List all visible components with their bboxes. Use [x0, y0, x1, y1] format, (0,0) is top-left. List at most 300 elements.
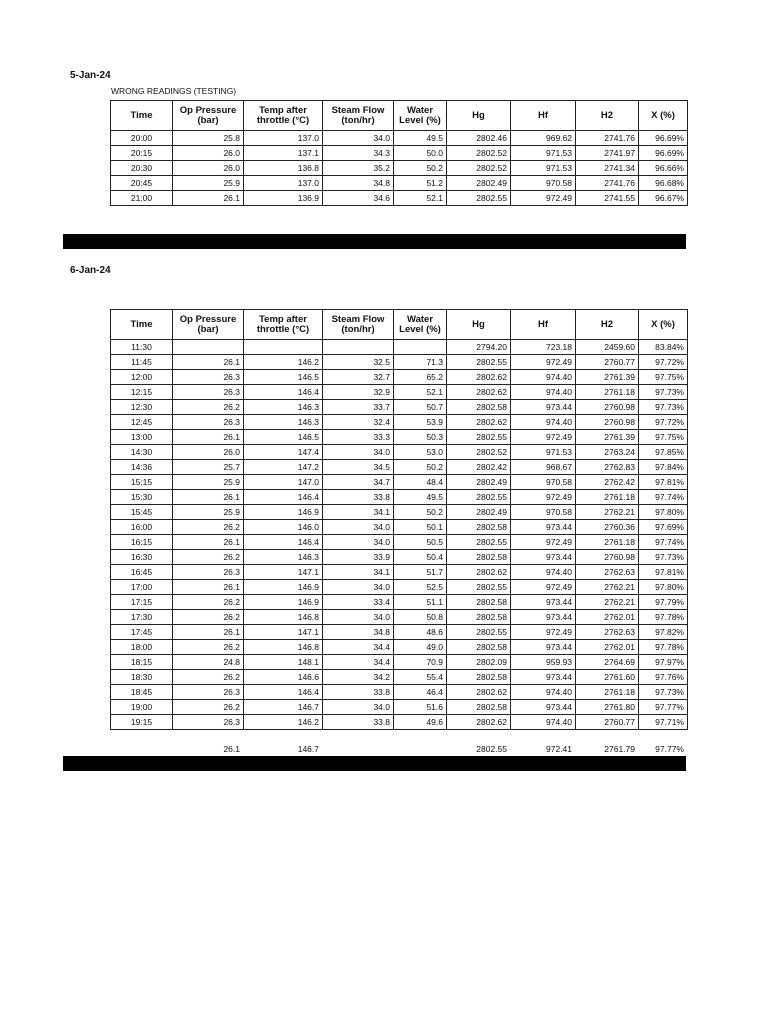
- table-row: [111, 176, 688, 191]
- table-row: [111, 610, 688, 625]
- table-cell: 96.69%: [639, 131, 688, 146]
- table-row: [111, 535, 688, 550]
- table-cell: 973.44: [511, 700, 576, 715]
- table-row: [111, 161, 688, 176]
- table-cell: 2802.42: [447, 460, 511, 475]
- table-cell: 146.8: [244, 640, 323, 655]
- table-cell: 2760.77: [576, 355, 639, 370]
- table-cell: 2802.09: [447, 655, 511, 670]
- table-cell: 52.5: [394, 580, 447, 595]
- table-cell: 12:30: [111, 400, 173, 415]
- table-cell: 26.1: [173, 580, 244, 595]
- table-cell: 2761.80: [576, 700, 639, 715]
- table-cell: 15:45: [111, 505, 173, 520]
- table-cell: 2802.52: [447, 161, 511, 176]
- table-cell: 959.93: [511, 655, 576, 670]
- table-cell: 146.4: [244, 535, 323, 550]
- table-cell: 146.5: [244, 370, 323, 385]
- table-cell: 973.44: [511, 550, 576, 565]
- table-cell: 20:15: [111, 146, 173, 161]
- table-cell: 97.79%: [639, 595, 688, 610]
- table-cell: 973.44: [511, 400, 576, 415]
- table-cell: 970.58: [511, 176, 576, 191]
- column-header: Hf: [511, 310, 576, 340]
- table-cell: 34.0: [323, 535, 394, 550]
- table-cell: 32.9: [323, 385, 394, 400]
- table-cell: 26.0: [173, 146, 244, 161]
- column-header: Time: [111, 101, 173, 131]
- table-cell: 97.75%: [639, 370, 688, 385]
- table-cell: 51.7: [394, 565, 447, 580]
- table-row: [111, 520, 688, 535]
- table-cell: 2762.83: [576, 460, 639, 475]
- table-cell: 2761.18: [576, 685, 639, 700]
- table-cell: 34.0: [323, 445, 394, 460]
- table-cell: 2761.60: [576, 670, 639, 685]
- table-cell: 16:45: [111, 565, 173, 580]
- table-cell: 26.3: [173, 370, 244, 385]
- table-cell: 972.49: [511, 430, 576, 445]
- table-row: [111, 460, 688, 475]
- readings-table-5-jan: [110, 100, 688, 206]
- table-cell: 146.5: [244, 430, 323, 445]
- table-cell: 26.2: [173, 550, 244, 565]
- table-cell: 26.1: [173, 355, 244, 370]
- table-cell: 33.8: [323, 715, 394, 730]
- table-cell: 11:45: [111, 355, 173, 370]
- table-cell: 973.44: [511, 595, 576, 610]
- table-row: [111, 550, 688, 565]
- table-cell: 26.2: [173, 520, 244, 535]
- table-cell: 26.2: [173, 610, 244, 625]
- table-cell: 55.4: [394, 670, 447, 685]
- table-cell: 32.5: [323, 355, 394, 370]
- table-cell: 20:45: [111, 176, 173, 191]
- table-cell: 2802.62: [447, 370, 511, 385]
- column-header: Temp after throttle (°C): [244, 101, 323, 131]
- table-row: [111, 715, 688, 730]
- table-cell: 146.2: [244, 715, 323, 730]
- table-cell: 26.2: [173, 670, 244, 685]
- table-cell: 34.4: [323, 655, 394, 670]
- table-cell: 15:30: [111, 490, 173, 505]
- table-cell: 19:00: [111, 700, 173, 715]
- table-cell: 49.5: [394, 131, 447, 146]
- table-cell: 50.2: [394, 161, 447, 176]
- table-cell: 16:30: [111, 550, 173, 565]
- table-cell: 18:00: [111, 640, 173, 655]
- average-cell: 146.7: [297, 744, 319, 754]
- table-cell: 2762.21: [576, 580, 639, 595]
- table-cell: 97.71%: [639, 715, 688, 730]
- table-cell: 97.97%: [639, 655, 688, 670]
- table-cell: 33.7: [323, 400, 394, 415]
- column-header: Hg: [447, 310, 511, 340]
- table-cell: 50.2: [394, 460, 447, 475]
- table-cell: 973.44: [511, 520, 576, 535]
- table-cell: 26.2: [173, 640, 244, 655]
- table-cell: 97.78%: [639, 610, 688, 625]
- table-cell: 25.9: [173, 505, 244, 520]
- table-cell: 17:15: [111, 595, 173, 610]
- table-cell: 51.2: [394, 176, 447, 191]
- table-cell: 723.18: [511, 340, 576, 355]
- table-cell: 2802.58: [447, 400, 511, 415]
- table-cell: 34.7: [323, 475, 394, 490]
- table-cell: 970.58: [511, 505, 576, 520]
- table-cell: 971.53: [511, 161, 576, 176]
- table-cell: 49.5: [394, 490, 447, 505]
- table-cell: 18:30: [111, 670, 173, 685]
- table-cell: 146.4: [244, 685, 323, 700]
- table-cell: 2802.52: [447, 146, 511, 161]
- table-cell: 2764.69: [576, 655, 639, 670]
- average-cell: 2802.55: [476, 744, 507, 754]
- section1-date: 5-Jan-24: [70, 70, 111, 81]
- table-cell: 34.0: [323, 700, 394, 715]
- average-cell: [393, 742, 446, 756]
- table-cell: 146.4: [244, 490, 323, 505]
- table-cell: 2762.42: [576, 475, 639, 490]
- table-cell: 50.5: [394, 535, 447, 550]
- table-row: [111, 445, 688, 460]
- table-cell: 52.1: [394, 385, 447, 400]
- column-header: Water Level (%): [394, 101, 447, 131]
- table-row: [111, 430, 688, 445]
- table-cell: 50.8: [394, 610, 447, 625]
- table-row: [111, 415, 688, 430]
- table-cell: 136.9: [244, 191, 323, 206]
- table-cell: 146.6: [244, 670, 323, 685]
- table-cell: 51.6: [394, 700, 447, 715]
- table-row: [111, 565, 688, 580]
- table-cell: 974.40: [511, 715, 576, 730]
- table-cell: 50.4: [394, 550, 447, 565]
- table-row: [111, 685, 688, 700]
- table-cell: 12:15: [111, 385, 173, 400]
- table-cell: 146.3: [244, 400, 323, 415]
- column-header: Time: [111, 310, 173, 340]
- table-cell: 970.58: [511, 475, 576, 490]
- table-row: [111, 191, 688, 206]
- table-cell: 137.0: [244, 176, 323, 191]
- table-cell: 49.6: [394, 715, 447, 730]
- table-cell: 26.1: [173, 535, 244, 550]
- table-cell: 973.44: [511, 610, 576, 625]
- table-cell: 2802.55: [447, 490, 511, 505]
- table-cell: 2762.21: [576, 595, 639, 610]
- table-cell: 21:00: [111, 191, 173, 206]
- table-cell: 33.4: [323, 595, 394, 610]
- table-row: [111, 640, 688, 655]
- table-cell: 2802.58: [447, 670, 511, 685]
- table-cell: 147.1: [244, 565, 323, 580]
- table-cell: 2802.62: [447, 415, 511, 430]
- table-row: [111, 355, 688, 370]
- table-cell: 97.80%: [639, 580, 688, 595]
- table-cell: 972.49: [511, 625, 576, 640]
- column-header: Steam Flow (ton/hr): [323, 310, 394, 340]
- table-cell: 2760.98: [576, 400, 639, 415]
- table-cell: 2741.97: [576, 146, 639, 161]
- table-cell: 12:00: [111, 370, 173, 385]
- table-cell: 97.74%: [639, 490, 688, 505]
- table-cell: 2802.55: [447, 580, 511, 595]
- table-cell: 49.0: [394, 640, 447, 655]
- average-cell: [322, 742, 393, 756]
- table-cell: 16:00: [111, 520, 173, 535]
- table-cell: 2802.49: [447, 505, 511, 520]
- table-cell: 83.84%: [639, 340, 688, 355]
- table-row: [111, 670, 688, 685]
- table-row: [111, 131, 688, 146]
- table-cell: 2802.58: [447, 520, 511, 535]
- table-cell: 97.82%: [639, 625, 688, 640]
- table-cell: 19:15: [111, 715, 173, 730]
- table-cell: 48.4: [394, 475, 447, 490]
- table-cell: 2761.18: [576, 535, 639, 550]
- table-cell: 973.44: [511, 640, 576, 655]
- table-cell: 17:00: [111, 580, 173, 595]
- table-cell: 147.1: [244, 625, 323, 640]
- table-cell: 2802.58: [447, 610, 511, 625]
- column-header: H2: [576, 101, 639, 131]
- table-row: [111, 370, 688, 385]
- table-cell: [173, 340, 244, 355]
- table-cell: 26.1: [173, 490, 244, 505]
- table-row: [111, 340, 688, 355]
- column-header: Op Pressure (bar): [173, 101, 244, 131]
- table-cell: 2802.58: [447, 700, 511, 715]
- table-cell: 97.81%: [639, 475, 688, 490]
- table-cell: 973.44: [511, 670, 576, 685]
- table-row: [111, 580, 688, 595]
- table-cell: 96.69%: [639, 146, 688, 161]
- column-header: X (%): [639, 101, 688, 131]
- table-cell: 2762.01: [576, 640, 639, 655]
- table-cell: 2763.24: [576, 445, 639, 460]
- table-cell: 26.3: [173, 385, 244, 400]
- table-cell: 146.2: [244, 355, 323, 370]
- table-cell: 2760.36: [576, 520, 639, 535]
- table-cell: 96.66%: [639, 161, 688, 176]
- table-cell: 2802.58: [447, 550, 511, 565]
- table-cell: 2741.76: [576, 131, 639, 146]
- table-cell: 50.1: [394, 520, 447, 535]
- table-cell: 33.8: [323, 685, 394, 700]
- table-cell: 146.9: [244, 580, 323, 595]
- table-cell: 65.2: [394, 370, 447, 385]
- table-cell: 972.49: [511, 490, 576, 505]
- table-cell: 25.9: [173, 475, 244, 490]
- table-cell: 34.8: [323, 625, 394, 640]
- table-cell: 2802.58: [447, 595, 511, 610]
- table-cell: 13:00: [111, 430, 173, 445]
- table-cell: 97.73%: [639, 550, 688, 565]
- table-cell: 34.5: [323, 460, 394, 475]
- table-cell: 24.8: [173, 655, 244, 670]
- header-row: [111, 101, 688, 131]
- table-cell: [394, 340, 447, 355]
- table-cell: 2802.55: [447, 355, 511, 370]
- table-cell: 25.9: [173, 176, 244, 191]
- table-cell: 2802.62: [447, 565, 511, 580]
- table-cell: 2802.62: [447, 685, 511, 700]
- table-cell: 972.49: [511, 355, 576, 370]
- table-cell: 26.0: [173, 161, 244, 176]
- table-cell: 974.40: [511, 685, 576, 700]
- table-cell: 46.4: [394, 685, 447, 700]
- table-cell: 26.1: [173, 625, 244, 640]
- table-cell: 34.1: [323, 505, 394, 520]
- column-header: Steam Flow (ton/hr): [323, 101, 394, 131]
- table-row: [111, 595, 688, 610]
- table-cell: 2761.39: [576, 430, 639, 445]
- table-cell: 20:00: [111, 131, 173, 146]
- table-cell: 51.1: [394, 595, 447, 610]
- table-cell: 26.3: [173, 685, 244, 700]
- readings-table-6-jan: [110, 309, 688, 730]
- table-cell: 14:36: [111, 460, 173, 475]
- table-cell: 2802.49: [447, 176, 511, 191]
- table-cell: 53.0: [394, 445, 447, 460]
- table-cell: 137.1: [244, 146, 323, 161]
- table-cell: 2802.49: [447, 475, 511, 490]
- table-cell: 34.0: [323, 131, 394, 146]
- table-row: [111, 655, 688, 670]
- table-cell: 26.1: [173, 430, 244, 445]
- table-cell: 97.69%: [639, 520, 688, 535]
- average-cell: [110, 742, 172, 756]
- table-cell: 50.0: [394, 146, 447, 161]
- column-header: Temp after throttle (°C): [244, 310, 323, 340]
- table-cell: 26.2: [173, 595, 244, 610]
- table-cell: 146.8: [244, 610, 323, 625]
- table-cell: 2802.46: [447, 131, 511, 146]
- footer-divider-bar: [63, 756, 686, 771]
- table-cell: 2760.98: [576, 550, 639, 565]
- table-cell: 974.40: [511, 565, 576, 580]
- table-cell: 32.7: [323, 370, 394, 385]
- column-header: Water Level (%): [394, 310, 447, 340]
- section-divider-bar: [63, 234, 686, 249]
- table-cell: 97.73%: [639, 385, 688, 400]
- average-cell: 2761.79: [604, 744, 635, 754]
- table-cell: 34.1: [323, 565, 394, 580]
- table-cell: 11:30: [111, 340, 173, 355]
- table-cell: 2459.60: [576, 340, 639, 355]
- table-cell: 33.9: [323, 550, 394, 565]
- table-cell: 50.7: [394, 400, 447, 415]
- table-cell: 971.53: [511, 445, 576, 460]
- table-cell: 147.4: [244, 445, 323, 460]
- table-cell: 97.76%: [639, 670, 688, 685]
- table-cell: 2761.18: [576, 385, 639, 400]
- table-cell: 147.0: [244, 475, 323, 490]
- table-row: [111, 400, 688, 415]
- table-cell: 2761.18: [576, 490, 639, 505]
- table-cell: 33.8: [323, 490, 394, 505]
- table-row: [111, 700, 688, 715]
- column-header: H2: [576, 310, 639, 340]
- table-cell: 97.84%: [639, 460, 688, 475]
- table-cell: 26.1: [173, 191, 244, 206]
- table-cell: 48.6: [394, 625, 447, 640]
- table-cell: 15:15: [111, 475, 173, 490]
- table-cell: 147.2: [244, 460, 323, 475]
- table-cell: 148.1: [244, 655, 323, 670]
- table-row: [111, 625, 688, 640]
- table-cell: 18:45: [111, 685, 173, 700]
- table-cell: 2762.63: [576, 625, 639, 640]
- table-cell: 50.3: [394, 430, 447, 445]
- table-cell: 53.9: [394, 415, 447, 430]
- column-header: X (%): [639, 310, 688, 340]
- table-cell: 34.0: [323, 520, 394, 535]
- section2-date: 6-Jan-24: [70, 265, 111, 276]
- table-cell: 17:30: [111, 610, 173, 625]
- table-cell: 71.3: [394, 355, 447, 370]
- table-cell: 2802.62: [447, 715, 511, 730]
- table-cell: 97.73%: [639, 685, 688, 700]
- table-row: [111, 505, 688, 520]
- table-cell: 34.0: [323, 580, 394, 595]
- table-cell: 34.0: [323, 610, 394, 625]
- table-cell: 972.49: [511, 580, 576, 595]
- table-cell: 25.7: [173, 460, 244, 475]
- table-cell: 17:45: [111, 625, 173, 640]
- table-row: [111, 385, 688, 400]
- table-cell: 146.9: [244, 505, 323, 520]
- table-cell: 974.40: [511, 415, 576, 430]
- table-cell: 26.2: [173, 700, 244, 715]
- table-cell: 2802.62: [447, 385, 511, 400]
- average-cell: 972.41: [546, 744, 572, 754]
- column-header: Op Pressure (bar): [173, 310, 244, 340]
- table-cell: 97.85%: [639, 445, 688, 460]
- table-cell: 971.53: [511, 146, 576, 161]
- table-cell: 26.3: [173, 565, 244, 580]
- table-row: [111, 475, 688, 490]
- table-cell: 34.6: [323, 191, 394, 206]
- table-cell: 2802.55: [447, 535, 511, 550]
- table-cell: 2760.77: [576, 715, 639, 730]
- table-cell: 18:15: [111, 655, 173, 670]
- table-cell: 2802.55: [447, 430, 511, 445]
- table-cell: 146.9: [244, 595, 323, 610]
- table-cell: 968.67: [511, 460, 576, 475]
- table-cell: 50.2: [394, 505, 447, 520]
- table-cell: 969.62: [511, 131, 576, 146]
- table-cell: 2762.01: [576, 610, 639, 625]
- header-row: [111, 310, 688, 340]
- table-cell: 26.3: [173, 715, 244, 730]
- table-cell: 32.4: [323, 415, 394, 430]
- table-cell: 974.40: [511, 370, 576, 385]
- table-cell: 2762.63: [576, 565, 639, 580]
- table-cell: 146.3: [244, 550, 323, 565]
- table-cell: 26.3: [173, 415, 244, 430]
- table-cell: 25.8: [173, 131, 244, 146]
- table-cell: 97.75%: [639, 430, 688, 445]
- table-cell: 2741.34: [576, 161, 639, 176]
- table-cell: 97.80%: [639, 505, 688, 520]
- table-cell: 2794.20: [447, 340, 511, 355]
- table-cell: 52.1: [394, 191, 447, 206]
- table-row: [111, 146, 688, 161]
- table-cell: 97.81%: [639, 565, 688, 580]
- table-cell: 70.9: [394, 655, 447, 670]
